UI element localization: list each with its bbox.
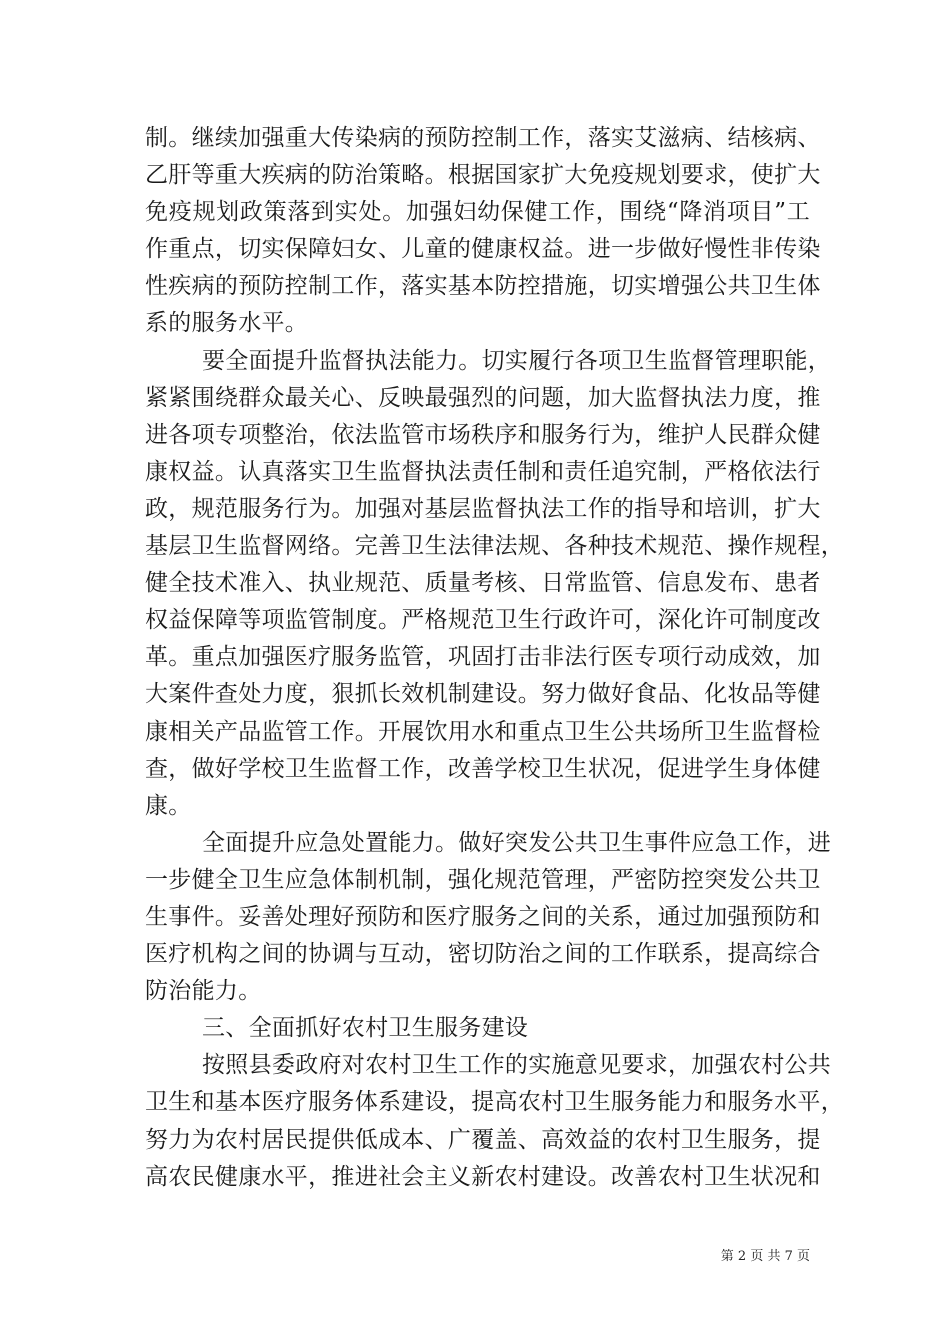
text-line: 制。继续加强重大传染病的预防控制工作，落实艾滋病、结核病、 [145, 125, 821, 151]
text-line: 性疾病的预防控制工作，落实基本防控措施，切实增强公共卫生体 [145, 273, 821, 300]
text-line: 紧紧围绕群众最关心、反映最强烈的问题，加大监督执法力度，推 [145, 384, 821, 411]
text-line: 乙肝等重大疾病的防治策略。根据国家扩大免疫规划要求，使扩大 [145, 162, 821, 189]
page-number: 第 2 页 共 7 页 [720, 1249, 810, 1264]
paragraph [145, 343, 844, 825]
text-line: 全面提升应急处置能力。做好突发公共卫生事件应急工作，进 [202, 829, 832, 856]
paragraph [145, 825, 832, 1010]
text-line: 防治能力。 [145, 978, 262, 1005]
text-line: 一步健全卫生应急体制机制，强化规范管理，严密防控突发公共卫 [145, 866, 821, 893]
text-line: 康。 [145, 792, 192, 819]
text-line: 三、全面抓好农村卫生服务建设 [202, 1015, 529, 1042]
text-line: 免疫规划政策落到实处。加强妇幼保健工作，围绕“降消项目”工 [145, 199, 810, 226]
text-line: 权益保障等项监管制度。严格规范卫生行政许可，深化许可制度改 [145, 607, 821, 634]
paragraph [145, 1047, 844, 1195]
text-line: 卫生和基本医疗服务体系建设，提高农村卫生服务能力和服务水平， [145, 1089, 844, 1116]
text-line: 查，做好学校卫生监督工作，改善学校卫生状况，促进学生身体健 [145, 755, 821, 782]
text-line: 革。重点加强医疗服务监管，巩固打击非法行医专项行动成效，加 [145, 644, 821, 671]
text-line: 基层卫生监督网络。完善卫生法律法规、各种技术规范、操作规程， [145, 533, 844, 560]
text-line: 政，规范服务行为。加强对基层监督执法工作的指导和培训，扩大 [145, 495, 821, 522]
text-line: 健全技术准入、执业规范、质量考核、日常监管、信息发布、患者 [145, 570, 821, 597]
text-line: 要全面提升监督执法能力。切实履行各项卫生监督管理职能， [202, 347, 832, 374]
paragraph [145, 120, 821, 343]
text-line: 康相关产品监管工作。开展饮用水和重点卫生公共场所卫生监督检 [145, 718, 821, 745]
text-line: 进各项专项整治，依法监管市场秩序和服务行为，维护人民群众健 [145, 421, 821, 448]
text-line: 大案件查处力度，狠抓长效机制建设。努力做好食品、化妆品等健 [145, 681, 821, 708]
text-line: 按照县委政府对农村卫生工作的实施意见要求，加强农村公共 [202, 1052, 832, 1079]
document-body [145, 120, 844, 1196]
text-line: 努力为农村居民提供低成本、广覆盖、高效益的农村卫生服务，提 [145, 1126, 821, 1153]
text-line: 作重点，切实保障妇女、儿童的健康权益。进一步做好慢性非传染 [145, 236, 821, 263]
paragraph [145, 1010, 810, 1047]
text-line: 康权益。认真落实卫生监督执法责任制和责任追究制，严格依法行 [145, 458, 821, 485]
text-line: 高农民健康水平，推进社会主义新农村建设。改善农村卫生状况和 [145, 1163, 821, 1190]
text-line: 系的服务水平。 [145, 310, 309, 337]
text-line: 生事件。妥善处理好预防和医疗服务之间的关系，通过加强预防和 [145, 903, 821, 930]
text-line: 医疗机构之间的协调与互动，密切防治之间的工作联系，提高综合 [145, 941, 821, 968]
